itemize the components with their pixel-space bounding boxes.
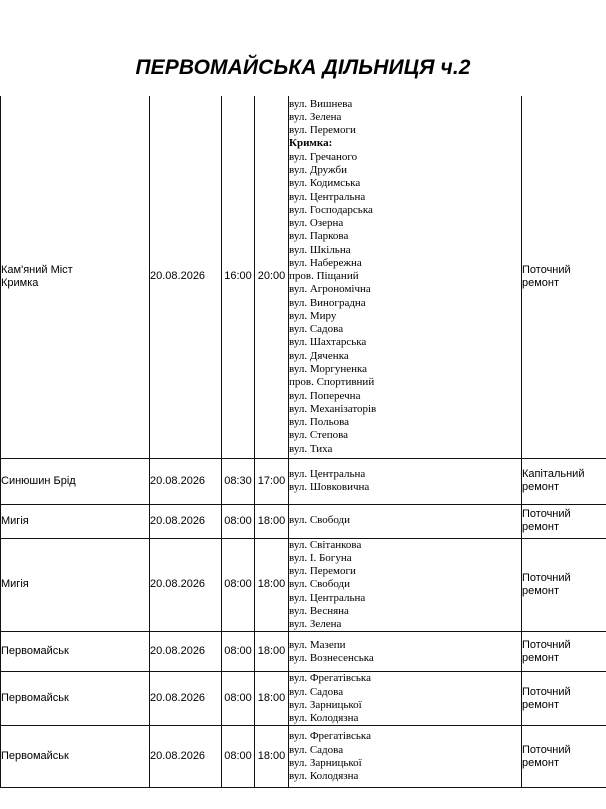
street-item: вул. Колодязна (289, 770, 359, 783)
end-time-cell: 18:00 (255, 632, 289, 672)
street-item: вул. Центральна (289, 467, 366, 480)
street-item: вул. Миру (289, 309, 337, 322)
location-cell: Первомайськ (1, 672, 150, 726)
start-time-cell: 08:00 (222, 504, 255, 538)
streets-cell (289, 458, 522, 504)
end-time-cell: 18:00 (255, 504, 289, 538)
street-item: вул. Перемоги (289, 124, 356, 137)
street-item: вул. Шахтарська (289, 336, 367, 349)
street-item: вул. Центральна (289, 591, 366, 604)
street-list (289, 98, 521, 456)
work-type-cell: Поточний ремонт (522, 726, 606, 788)
streets-cell (289, 504, 522, 538)
end-time-cell: 20:00 (255, 96, 289, 458)
streets-cell (289, 672, 522, 726)
street-list (289, 539, 521, 632)
work-type-cell: Поточний ремонт (522, 504, 606, 538)
start-time-cell: 08:00 (222, 538, 255, 632)
table-row (1, 672, 606, 726)
street-item: вул. Польова (289, 416, 350, 429)
outage-schedule-table (0, 96, 606, 788)
street-item: вул. Дяченка (289, 349, 349, 362)
street-item: вул. Озерна (289, 217, 344, 230)
end-time-cell: 17:00 (255, 458, 289, 504)
work-type-cell: Поточний ремонт (522, 672, 606, 726)
street-item: вул. Паркова (289, 230, 349, 243)
street-item: вул. Центральна (289, 190, 366, 203)
street-item: вул. Свободи (289, 578, 351, 591)
work-type-cell: Поточний ремонт (522, 538, 606, 632)
end-time-cell: 18:00 (255, 672, 289, 726)
table-row (1, 458, 606, 504)
street-item: вул. Садова (289, 685, 344, 698)
street-item: вул. Агрономічна (289, 283, 371, 296)
street-list (289, 639, 521, 666)
street-list (289, 514, 521, 527)
street-item: вул. Вишнева (289, 97, 353, 110)
date-cell: 20.08.2026 (150, 726, 222, 788)
table-row (1, 538, 606, 632)
date-cell: 20.08.2026 (150, 672, 222, 726)
street-item: вул. Кодимська (289, 177, 361, 190)
location-cell: Синюшин Брід (1, 458, 150, 504)
street-item: вул. Господарська (289, 203, 373, 216)
start-time-cell: 08:00 (222, 632, 255, 672)
start-time-cell: 08:30 (222, 458, 255, 504)
street-item: вул. Степова (289, 429, 349, 442)
street-item: вул. Зелена (289, 110, 342, 123)
street-item: вул. Свободи (289, 514, 351, 527)
date-cell: 20.08.2026 (150, 538, 222, 632)
work-type-cell: Поточний ремонт (522, 632, 606, 672)
location-cell: Первомайськ (1, 726, 150, 788)
streets-cell (289, 632, 522, 672)
street-item: вул. Зелена (289, 618, 342, 631)
streets-cell (289, 726, 522, 788)
street-item: вул. Колодязна (289, 712, 359, 725)
street-item: вул. Світанкова (289, 538, 362, 551)
street-item: вул. Весняна (289, 604, 349, 617)
street-list (289, 730, 521, 783)
street-item: вул. Вознесенська (289, 651, 374, 664)
street-list (289, 468, 521, 495)
start-time-cell: 08:00 (222, 672, 255, 726)
street-item: вул. Садова (289, 743, 344, 756)
end-time-cell: 18:00 (255, 538, 289, 632)
street-item: вул. Тиха (289, 442, 333, 455)
street-item: вул. Механізаторів (289, 402, 377, 415)
table-row (1, 726, 606, 788)
street-list (289, 672, 521, 725)
street-item: вул. Фрегатівська (289, 672, 371, 685)
start-time-cell: 16:00 (222, 96, 255, 458)
work-type-cell: Поточний ремонт (522, 96, 606, 458)
location-cell: Мигія (1, 504, 150, 538)
date-cell: 20.08.2026 (150, 632, 222, 672)
street-item: вул. Дружби (289, 163, 347, 176)
street-item: пров. Пiщаний (289, 270, 359, 283)
street-item: вул. І. Богуна (289, 551, 352, 564)
street-item: вул. Шкільна (289, 243, 351, 256)
table-row (1, 632, 606, 672)
street-item: вул. Виноградна (289, 296, 366, 309)
date-cell: 20.08.2026 (150, 504, 222, 538)
streets-cell (289, 538, 522, 632)
location-cell: Мигія (1, 538, 150, 632)
date-cell: 20.08.2026 (150, 458, 222, 504)
street-item: вул. Зарницької (289, 756, 362, 769)
table-row (1, 504, 606, 538)
street-item: вул. Поперечна (289, 389, 361, 402)
street-item: вул. Фрегатівська (289, 730, 371, 743)
location-cell: Первомайськ (1, 632, 150, 672)
street-item: пров. Спортивний (289, 376, 375, 389)
street-item: вул. Гречаного (289, 150, 358, 163)
street-item: вул. Перемоги (289, 565, 356, 578)
work-type-cell: Капітальний ремонт (522, 458, 606, 504)
street-item: вул. Шовковична (289, 481, 370, 493)
street-item: вул. Моргуненка (289, 362, 368, 375)
table-row (1, 96, 606, 458)
date-cell: 20.08.2026 (150, 96, 222, 458)
street-item: вул. Зарницької (289, 698, 362, 711)
street-item: Кримка: (289, 137, 333, 150)
location-cell: Кам'яний Міст Кримка (1, 96, 150, 458)
street-item: вул. Садова (289, 323, 344, 336)
page-title: ПЕРВОМАЙСЬКА ДІЛЬНИЦЯ ч.2 (135, 56, 471, 79)
end-time-cell: 18:00 (255, 726, 289, 788)
start-time-cell: 08:00 (222, 726, 255, 788)
streets-cell (289, 96, 522, 458)
street-item: вул. Набережна (289, 256, 362, 269)
street-item: вул. Мазепи (289, 638, 346, 651)
